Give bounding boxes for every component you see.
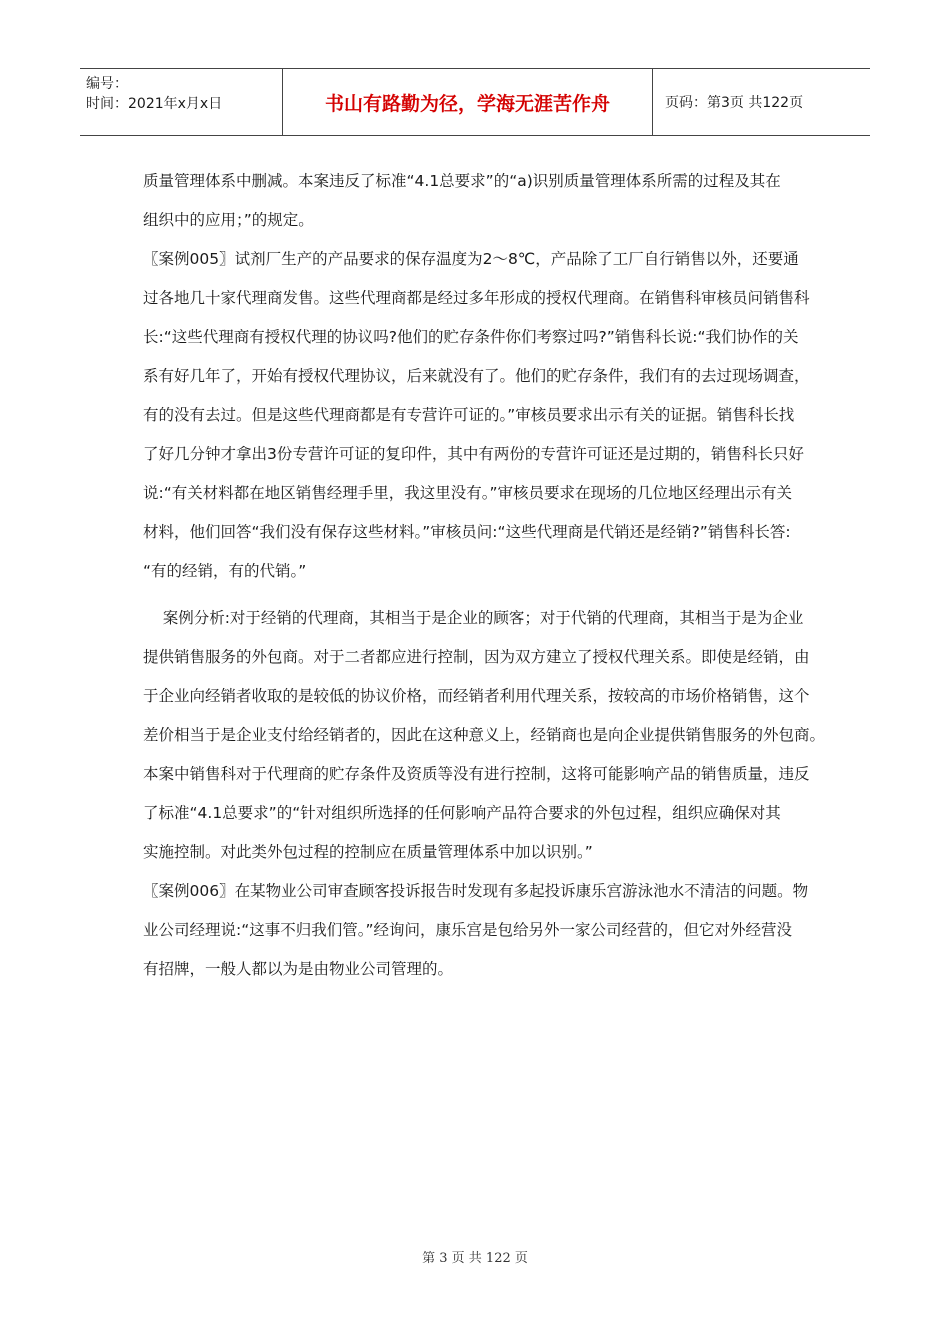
document-body [143,162,826,989]
text-line: 差价相当于是企业支付给经销者的，因此在这种意义上，经销商也是向企业提供销售服务的外包商。 [143,726,826,744]
text-line: 组织中的应用；”的规定。 [143,211,314,229]
text-line: 材料，他们回答“我们没有保存这些材料。”审核员问:“这些代理商是代销还是经销?”销售科长答: [143,523,791,541]
text-line: 有的没有去过。但是这些代理商都是有专营许可证的。”审核员要求出示有关的证据。销售科长找 [143,406,795,424]
header-meta [80,69,282,135]
document-number-label: 编号： [86,76,128,92]
text-line: 了好几分钟才拿出3份专营许可证的复印件，其中有两份的专营许可证还是过期的，销售科长只好 [143,445,804,463]
text-line: 于企业向经销者收取的是较低的协议价格，而经销者利用代理关系，按较高的市场价格销售，这个 [143,687,810,705]
text-line: 业公司经理说:“这事不归我们管。”经询问，康乐宫是包给另外一家公司经营的，但它对外经营没 [143,921,793,939]
text-line: “有的经销，有的代销。” [143,562,307,580]
text-line: 本案中销售科对于代理商的贮存条件及资质等没有进行控制，这将可能影响产品的销售质量，违反 [143,765,810,783]
text-line: 长:“这些代理商有授权代理的协议吗?他们的贮存条件你们考察过吗?”销售科长说:“我们协作的关 [143,328,799,346]
header-motto: 书山有路勤为径，学海无涯苦作舟 [282,69,653,135]
text-line: 提供销售服务的外包商。对于二者都应进行控制，因为双方建立了授权代理关系。即使是经销，由 [143,648,810,666]
text-line: 质量管理体系中删减。本案违反了标准“4.1总要求”的“a)识别质量管理体系所需的过程及其在 [143,172,781,190]
text-line: 了标准“4.1总要求”的“针对组织所选择的任何影响产品符合要求的外包过程，组织应确保对其 [143,804,781,822]
header-page-number: 页码：第3页 共122页 [665,95,804,111]
document-date-label: 时间：2021年x月x日 [86,96,223,112]
text-line: 有招牌，一般人都以为是由物业公司管理的。 [143,960,454,978]
case-005-line: 〖案例005〗试剂厂生产的产品要求的保存温度为2～8℃，产品除了工厂自行销售以外，还要通 [143,250,799,268]
text-line: 说:“有关材料都在地区销售经理手里，我这里没有。”审核员要求在现场的几位地区经理出示有关 [143,484,793,502]
page-header [80,68,870,136]
text-line: 过各地几十家代理商发售。这些代理商都是经过多年形成的授权代理商。在销售科审核员问销售科 [143,289,810,307]
text-line: 实施控制。对此类外包过程的控制应在质量管理体系中加以识别。” [143,843,593,861]
text-line: 系有好几年了，开始有授权代理协议，后来就没有了。他们的贮存条件，我们有的去过现场调查， [143,367,810,385]
page-footer: 第 3 页 共 122 页 [422,1251,528,1266]
case-analysis-line: 案例分析:对于经销的代理商，其相当于是企业的顾客；对于代销的代理商，其相当于是为企业 [143,609,804,627]
case-006-line: 〖案例006〗在某物业公司审查顾客投诉报告时发现有多起投诉康乐宫游泳池水不清洁的问题。物 [143,882,809,900]
